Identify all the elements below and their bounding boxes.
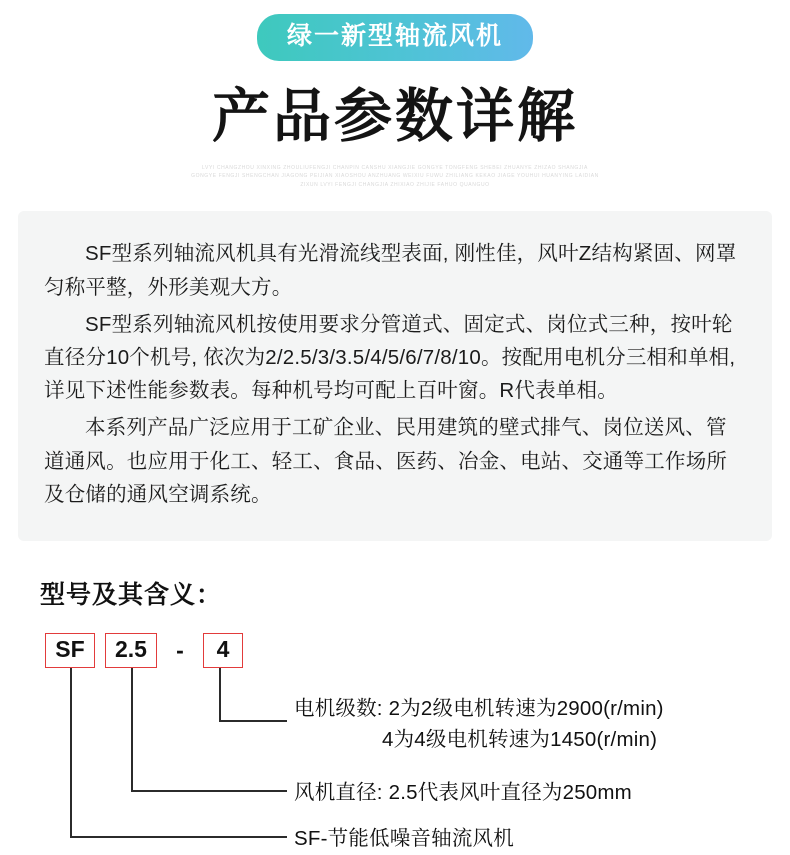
leader-line-diameter-horizontal [131, 790, 287, 792]
leader-line-series-vertical [70, 668, 72, 836]
model-code-diameter: 2.5 [105, 633, 157, 668]
micro-text-line-2: GONGYE FENGJI SHENGCHAN JIAGONG PEIJIAN XIAOSHOU ANZHUANG WEIXIU FUWU ZHILIANG KEKAO JIAGE YOUHUI HUANYING LAIDIAN [191, 173, 599, 180]
leader-line-diameter-vertical [131, 668, 133, 790]
leader-line-series-horizontal [70, 836, 287, 838]
model-code-separator: - [176, 637, 184, 664]
callout-poles-line-1: 电机级数: 2为2级电机转速为2900(r/min) [294, 697, 664, 721]
leader-line-poles-vertical [219, 668, 221, 720]
callout-poles [294, 694, 664, 756]
callout-poles-line-2: 4为4级电机转速为1450(r/min) [382, 728, 658, 752]
leader-line-poles-horizontal [219, 720, 287, 722]
micro-text-line-3: ZIXUN LVYI FENGJI CHANGJIA ZHIXIAO ZHIJIE FAHUO QUANGUO [300, 181, 490, 188]
model-code-row [45, 633, 790, 668]
model-callout-diagram [40, 668, 790, 853]
page-header [0, 0, 790, 189]
decorative-micro-text [0, 164, 790, 190]
micro-text-line-1: LVYI CHANGZHOU XINXING ZHOULIUFENGJI CHANPIN CANSHU XIANGJIE GONGYE TONGFENG SHEBEI ZHUANYE ZHIZAO SHANGJIA [202, 164, 588, 171]
callout-diameter: 风机直径: 2.5代表风叶直径为250mm [294, 781, 632, 805]
description-panel [18, 211, 772, 541]
header-badge: 绿一新型轴流风机 [257, 14, 533, 61]
description-paragraph-3: 本系列产品广泛应用于工矿企业、民用建筑的壁式排气、岗位送风、管道通风。也应用于化工、轻工、食品、医药、冶金、电站、交通等工作场所及仓储的通风空调系统。 [44, 416, 728, 506]
description-paragraph-1: SF型系列轴流风机具有光滑流线型表面, 刚性佳，风叶Z结构紧固、网罩匀称平整，外形美观大方。 [44, 242, 737, 299]
callout-series: SF-节能低噪音轴流风机 [294, 827, 514, 851]
page-title: 产品参数详解 [211, 84, 578, 149]
model-section-heading: 型号及其含义： [40, 581, 223, 610]
model-naming-section [0, 575, 790, 853]
description-paragraph-2: SF型系列轴流风机按使用要求分管道式、固定式、岗位式三种，按叶轮直径分10个机号, 依次为2/2.5/3/3.5/4/5/6/7/8/10。按配用电机分三相和单相, 详见下述性能参数表。每种机号均可配上百叶窗。R代表单相。 [44, 312, 736, 403]
model-code-series: SF [45, 633, 95, 668]
model-code-poles: 4 [203, 633, 243, 668]
